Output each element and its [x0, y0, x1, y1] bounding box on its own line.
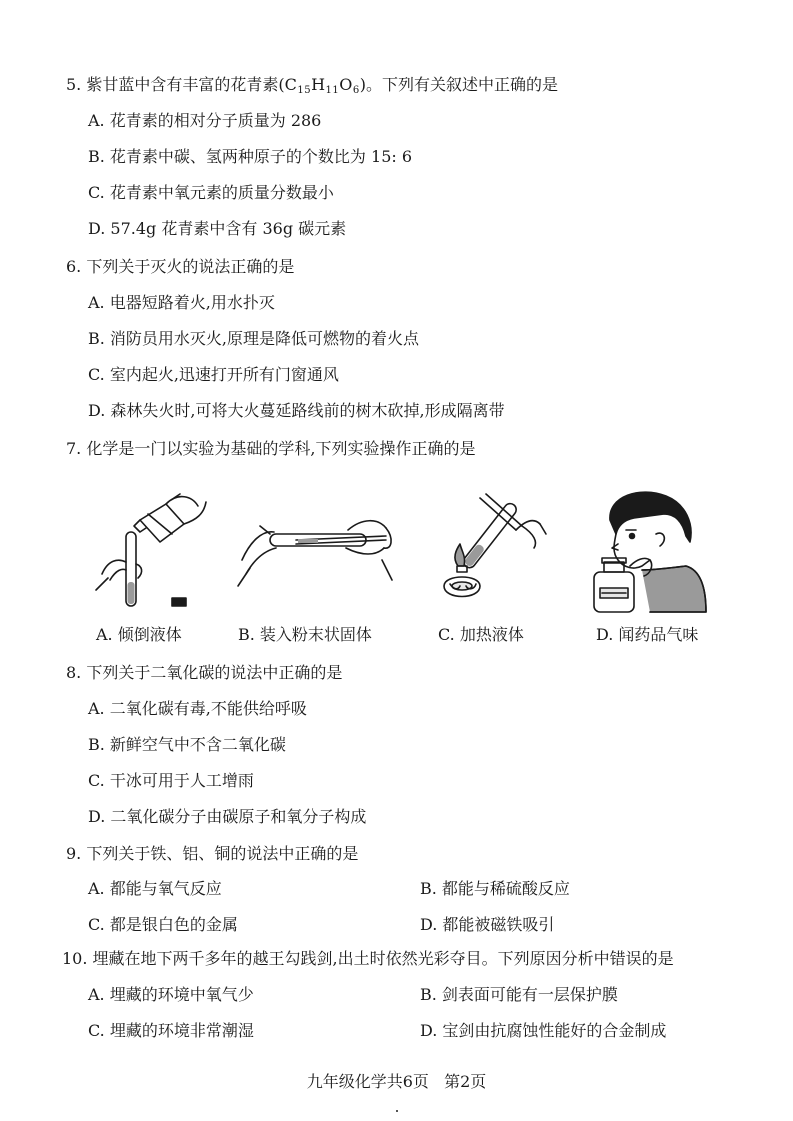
figure-c-caption: C. 加热液体 — [438, 625, 524, 644]
question-5-stem: 5. 紫甘蓝中含有丰富的花青素$(C_{15}H_{11}O_6)$。下列有关叙述中正确的是 — [66, 75, 559, 96]
question-6-option-b: B. 消防员用水灭火,原理是降低可燃物的着火点 — [88, 329, 420, 348]
question-5-option-c: C. 花青素中氧元素的质量分数最小 — [88, 183, 334, 202]
pouring-liquid-icon — [88, 490, 218, 616]
question-8-option-a: A. 二氧化碳有毒,不能供给呼吸 — [88, 699, 307, 718]
question-9-option-c: C. 都是银白色的金属 — [88, 915, 238, 934]
question-6-option-d: D. 森林失火时,可将大火蔓延路线前的树木砍掉,形成隔离带 — [88, 401, 505, 420]
page-footer: 九年级化学共6页 第2页 — [306, 1072, 487, 1091]
question-8-option-d: D. 二氧化碳分子由碳原子和氧分子构成 — [88, 807, 367, 826]
heating-liquid-icon — [430, 490, 550, 616]
question-9-option-b: B. 都能与稀硫酸反应 — [420, 879, 570, 898]
question-6-stem: 6. 下列关于灭火的说法正确的是 — [66, 257, 295, 276]
smelling-chemical-icon — [590, 490, 710, 616]
question-8-stem: 8. 下列关于二氧化碳的说法中正确的是 — [66, 663, 343, 682]
figure-a-caption: A. 倾倒液体 — [96, 625, 182, 644]
question-10-option-d: D. 宝剑由抗腐蚀性能好的合金制成 — [420, 1021, 667, 1040]
scan-dot — [396, 1110, 398, 1112]
question-10-option-c: C. 埋藏的环境非常潮湿 — [88, 1021, 254, 1040]
question-9-option-d: D. 都能被磁铁吸引 — [420, 915, 555, 934]
question-9-option-a: A. 都能与氧气反应 — [88, 879, 222, 898]
figure-b-caption: B. 装入粉末状固体 — [238, 625, 372, 644]
question-10-option-b: B. 剑表面可能有一层保护膜 — [420, 985, 618, 1004]
question-8-option-b: B. 新鲜空气中不含二氧化碳 — [88, 735, 286, 754]
question-6-option-a: A. 电器短路着火,用水扑灭 — [88, 293, 275, 312]
question-5-option-d: D. 57.4g 花青素中含有 36g 碳元素 — [88, 219, 347, 238]
question-5-option-a: A. 花青素的相对分子质量为 286 — [88, 111, 322, 130]
question-10-option-a: A. 埋藏的环境中氧气少 — [88, 985, 254, 1004]
anthocyanin-formula: $C_{15}H_{11}O_6$ — [284, 75, 360, 96]
question-5-option-b: B. 花青素中碳、氢两种原子的个数比为 15: 6 — [88, 147, 413, 166]
figure-d-caption: D. 闻药品气味 — [596, 625, 699, 644]
question-6-option-c: C. 室内起火,迅速打开所有门窗通风 — [88, 365, 339, 384]
question-8-option-c: C. 干冰可用于人工增雨 — [88, 771, 254, 790]
question-9-stem: 9. 下列关于铁、铝、铜的说法中正确的是 — [66, 844, 359, 863]
question-7-stem: 7. 化学是一门以实验为基础的学科,下列实验操作正确的是 — [66, 439, 476, 458]
loading-powder-icon — [236, 490, 396, 616]
question-10-stem: 10. 埋藏在地下两千多年的越王勾践剑,出土时依然光彩夺目。下列原因分析中错误的是 — [62, 949, 674, 968]
